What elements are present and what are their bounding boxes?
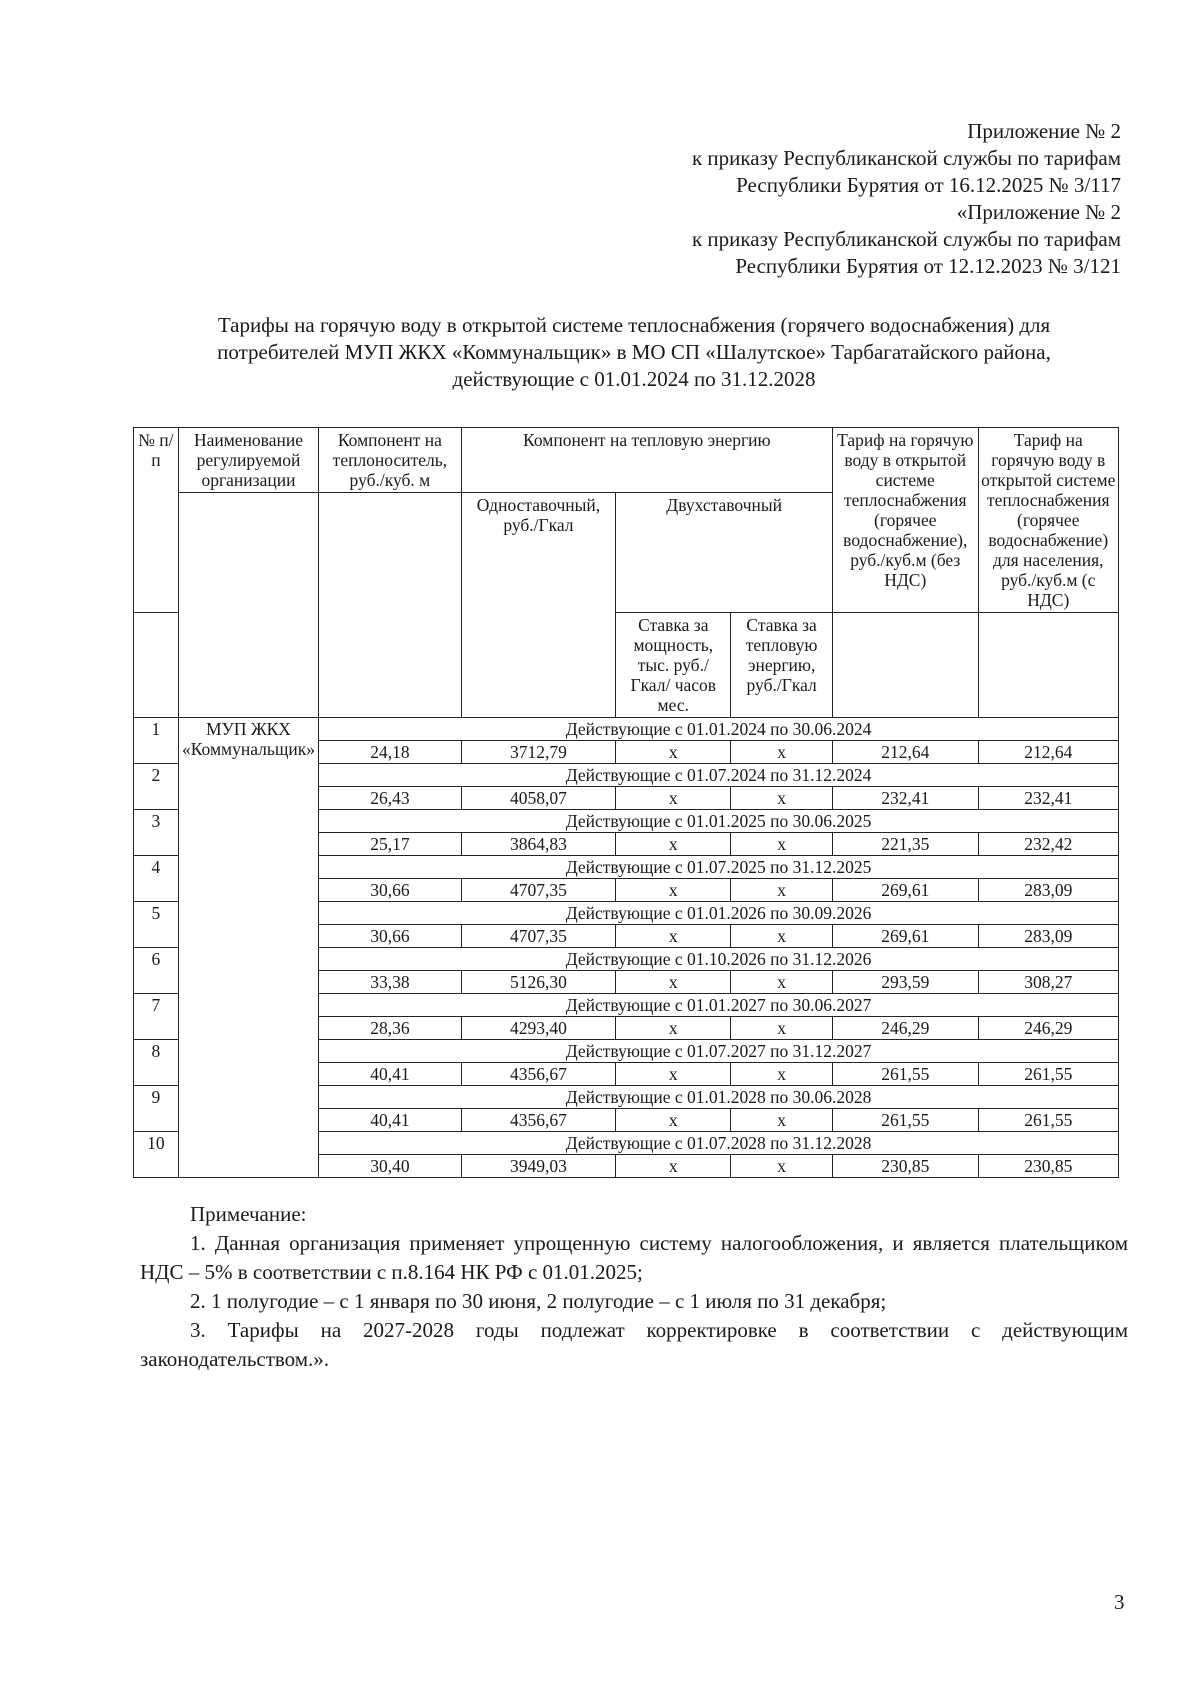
period-label: Действующие с 01.01.2026 по 30.09.2026 [319,902,1119,925]
header-num-blank [134,613,179,718]
header-line: Республики Бурятия от 16.12.2025 № 3/117 [736,173,1121,197]
header-tariff: Тариф на горячую воду в открытой системе теплоснабжения (горячее водоснабжение), руб./куб.м (без НДС) [833,428,979,613]
note-item: 3. Тарифы на 2027-2028 годы подлежат корректировке в соответствии с действующим законодательством.». [140,1318,1128,1371]
row-number: 1 [134,718,179,764]
tariff-table-body [134,428,1119,1178]
row-number: 2 [134,764,179,810]
one-part-value: 4356,67 [461,1109,616,1132]
energy-rate-value: х [731,879,833,902]
period-label: Действующие с 01.07.2025 по 31.12.2025 [319,856,1119,879]
carrier-value: 28,36 [319,1017,461,1040]
carrier-value: 30,66 [319,879,461,902]
energy-rate-value: х [731,787,833,810]
row-number: 6 [134,948,179,994]
header-line: Республики Бурятия от 12.12.2023 № 3/121 [735,254,1121,278]
energy-rate-value: х [731,1155,833,1178]
one-part-value: 4293,40 [461,1017,616,1040]
header-carrier: Компонент на теплоноситель, руб./куб. м [319,428,461,493]
energy-rate-value: х [731,971,833,994]
header-line: Приложение № 2 [967,119,1121,143]
period-label: Действующие с 01.10.2026 по 31.12.2026 [319,948,1119,971]
period-label: Действующие с 01.01.2028 по 30.06.2028 [319,1086,1119,1109]
capacity-rate-value: х [616,1063,731,1086]
tariff-value: 246,29 [833,1017,979,1040]
period-row [134,718,1119,741]
carrier-value: 24,18 [319,741,461,764]
capacity-rate-value: х [616,1017,731,1040]
capacity-rate-value: х [616,741,731,764]
tariff-population-value: 230,85 [978,1155,1118,1178]
header-org: Наименование регулируемой организации [178,428,318,493]
title-line: действующие с 01.01.2024 по 31.12.2028 [452,367,816,391]
row-number: 5 [134,902,179,948]
carrier-value: 30,66 [319,925,461,948]
tariff-table [133,427,1119,1178]
header-row [134,428,1119,493]
energy-rate-value: х [731,925,833,948]
capacity-rate-value: х [616,1155,731,1178]
header-tariff-population: Тариф на горячую воду в открытой системе теплоснабжения (горячее водоснабжение) для населения, руб./куб.м (с НДС) [978,428,1118,613]
header-energy-group: Компонент на тепловую энергию [461,428,832,493]
header-carrier-blank [319,493,461,718]
capacity-rate-value: х [616,925,731,948]
period-label: Действующие с 01.01.2025 по 30.06.2025 [319,810,1119,833]
tariff-population-value: 308,27 [978,971,1118,994]
period-label: Действующие с 01.07.2024 по 31.12.2024 [319,764,1119,787]
notes-section [140,1200,1128,1374]
tariff-population-value: 261,55 [978,1063,1118,1086]
title-line: потребителей МУП ЖКХ «Коммунальщик» в МО СП «Шалутское» Тарбагатайского района, [217,340,1051,364]
notes-heading: Примечание: [190,1202,307,1226]
header-two-part: Двухставочный [616,493,833,613]
one-part-value: 4707,35 [461,879,616,902]
header-tariff-blank [833,613,979,718]
tariff-value: 261,55 [833,1063,979,1086]
period-label: Действующие с 01.07.2028 по 31.12.2028 [319,1132,1119,1155]
period-label: Действующие с 01.01.2027 по 30.06.2027 [319,994,1119,1017]
row-number: 7 [134,994,179,1040]
header-org-blank [178,493,318,718]
tariff-value: 269,61 [833,879,979,902]
note-item: 1. Данная организация применяет упрощенную систему налогообложения, и является плательщиком НДС – 5% в соответствии с п.8.164 НК РФ с 01.01.2025; [140,1231,1128,1284]
carrier-value: 26,43 [319,787,461,810]
tariff-population-value: 212,64 [978,741,1118,764]
tariff-population-value: 283,09 [978,879,1118,902]
energy-rate-value: х [731,741,833,764]
tariff-population-value: 261,55 [978,1109,1118,1132]
period-label: Действующие с 01.07.2027 по 31.12.2027 [319,1040,1119,1063]
energy-rate-value: х [731,833,833,856]
carrier-value: 30,40 [319,1155,461,1178]
capacity-rate-value: х [616,833,731,856]
capacity-rate-value: х [616,971,731,994]
row-number: 8 [134,1040,179,1086]
tariff-value: 212,64 [833,741,979,764]
header-line: к приказу Республиканской службы по тарифам [691,146,1121,170]
capacity-rate-value: х [616,787,731,810]
header-capacity-rate: Ставка за мощность, тыс. руб./Гкал/ часов мес. [616,613,731,718]
tariff-value: 269,61 [833,925,979,948]
header-one-part: Одноставочный, руб./Гкал [461,493,616,718]
tariff-value: 261,55 [833,1109,979,1132]
period-label: Действующие с 01.01.2024 по 30.06.2024 [319,718,1119,741]
one-part-value: 3949,03 [461,1155,616,1178]
carrier-value: 33,38 [319,971,461,994]
one-part-value: 3712,79 [461,741,616,764]
row-number: 9 [134,1086,179,1132]
header-num: № п/п [134,428,179,613]
carrier-value: 40,41 [319,1109,461,1132]
one-part-value: 3864,83 [461,833,616,856]
title-line: Тарифы на горячую воду в открытой системе теплоснабжения (горячего водоснабжения) для [217,313,1051,337]
carrier-value: 25,17 [319,833,461,856]
capacity-rate-value: х [616,879,731,902]
page-number: 3 [1114,1590,1125,1614]
header-tariff-population-blank [978,613,1118,718]
tariff-population-value: 232,41 [978,787,1118,810]
row-number: 3 [134,810,179,856]
row-number: 4 [134,856,179,902]
energy-rate-value: х [731,1109,833,1132]
tariff-value: 230,85 [833,1155,979,1178]
header-line: к приказу Республиканской службы по тарифам [691,227,1121,251]
tariff-value: 232,41 [833,787,979,810]
one-part-value: 4707,35 [461,925,616,948]
appendix-header [692,118,1121,280]
document-title [140,312,1128,393]
header-line: «Приложение № 2 [956,200,1121,224]
energy-rate-value: х [731,1063,833,1086]
energy-rate-value: х [731,1017,833,1040]
tariff-value: 221,35 [833,833,979,856]
tariff-population-value: 232,42 [978,833,1118,856]
row-number: 10 [134,1132,179,1178]
tariff-population-value: 246,29 [978,1017,1118,1040]
organization-name: МУП ЖКХ «Коммунальщик» [178,718,318,1178]
carrier-value: 40,41 [319,1063,461,1086]
header-energy-rate: Ставка за тепловую энергию, руб./Гкал [731,613,833,718]
one-part-value: 4058,07 [461,787,616,810]
capacity-rate-value: х [616,1109,731,1132]
note-item: 2. 1 полугодие – с 1 января по 30 июня, 2 полугодие – с 1 июля по 31 декабря; [190,1289,887,1313]
tariff-population-value: 283,09 [978,925,1118,948]
one-part-value: 4356,67 [461,1063,616,1086]
tariff-value: 293,59 [833,971,979,994]
one-part-value: 5126,30 [461,971,616,994]
